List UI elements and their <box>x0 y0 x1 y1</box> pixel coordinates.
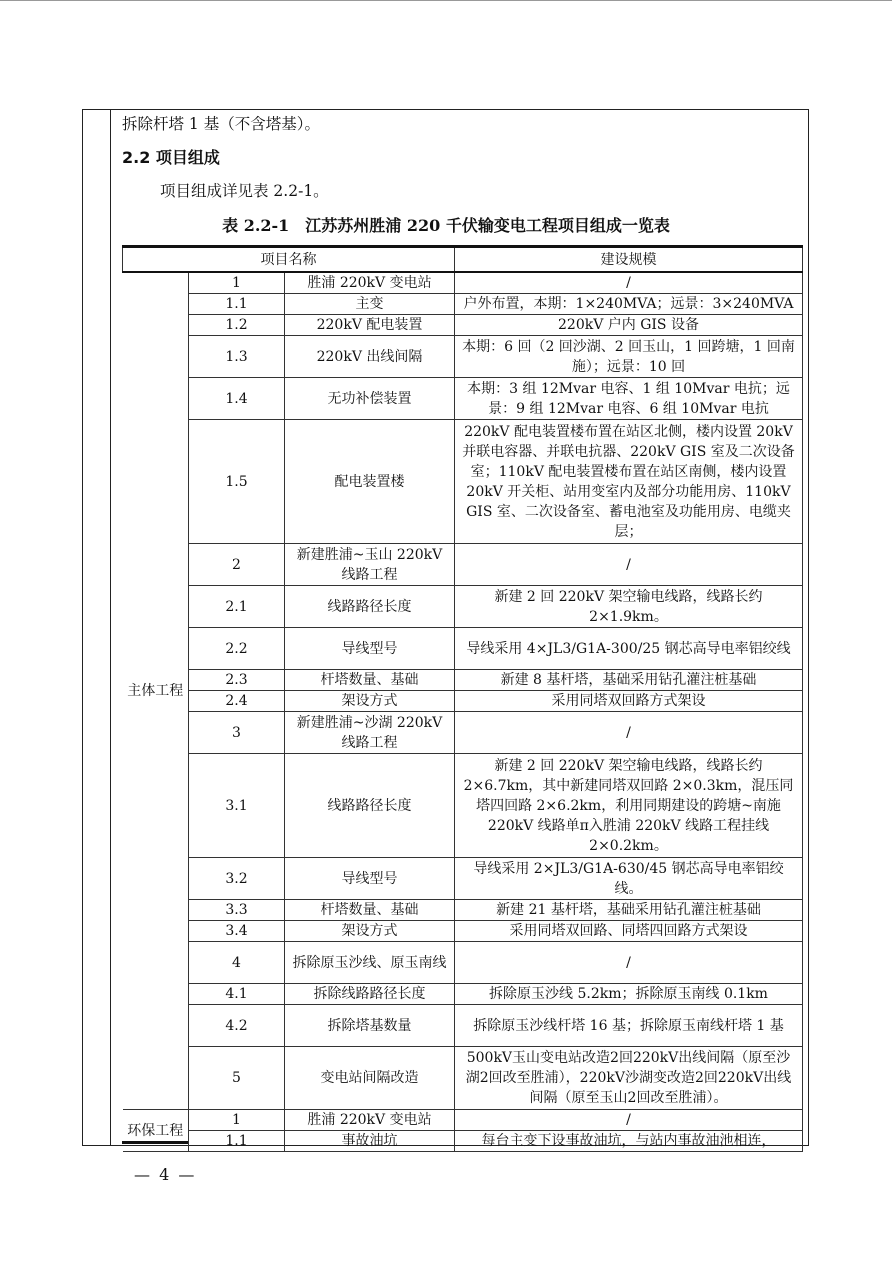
table-row <box>123 1110 803 1131</box>
table-row <box>123 378 803 420</box>
row-number: 3.2 <box>189 858 285 900</box>
row-name: 220kV 配电装置 <box>285 315 455 336</box>
row-scale: / <box>455 544 803 586</box>
row-number: 4 <box>189 942 285 984</box>
row-scale: 拆除原玉沙线 5.2km；拆除原玉南线 0.1km <box>455 984 803 1005</box>
table-row <box>123 420 803 544</box>
row-scale: 本期：6 回（2 回沙湖、2 回玉山，1 回跨塘，1 回南施）；远景：10 回 <box>455 336 803 378</box>
row-number: 1 <box>189 1110 285 1131</box>
row-scale: 每台主变下设事故油坑，与站内事故油池相连， <box>455 1131 803 1152</box>
row-number: 1.4 <box>189 378 285 420</box>
row-name: 胜浦 220kV 变电站 <box>285 272 455 294</box>
intro-line: 拆除杆塔 1 基（不含塔基）。 <box>122 115 320 133</box>
row-number: 1.3 <box>189 336 285 378</box>
table-row <box>123 628 803 670</box>
category-main: 主体工程 <box>123 272 189 1110</box>
row-name: 导线型号 <box>285 628 455 670</box>
table-row <box>123 670 803 691</box>
table-row <box>123 1131 803 1152</box>
table-row <box>123 1047 803 1110</box>
row-scale: 220kV 配电装置楼布置在站区北侧，楼内设置 20kV 并联电容器、并联电抗器、220kV GIS 室及二次设备室；110kV 配电装置楼布置在站区南侧，楼内设置 20kV 开关柜、站用变室内及部分功能用房、110kV GIS 室、二次设备室、蓄电池室及功能用房、电缆夹层； <box>455 420 803 544</box>
top-rule <box>0 0 892 1</box>
row-scale: / <box>455 272 803 294</box>
row-name: 新建胜浦~沙湖 220kV 线路工程 <box>285 712 455 754</box>
row-number: 5 <box>189 1047 285 1110</box>
row-number: 1.5 <box>189 420 285 544</box>
row-number: 3.1 <box>189 754 285 858</box>
table-row <box>123 544 803 586</box>
row-name: 事故油坑 <box>285 1131 455 1152</box>
row-scale: / <box>455 1110 803 1131</box>
row-name: 杆塔数量、基础 <box>285 670 455 691</box>
row-number: 3.4 <box>189 921 285 942</box>
row-name: 变电站间隔改造 <box>285 1047 455 1110</box>
table-row <box>123 1005 803 1047</box>
row-name: 胜浦 220kV 变电站 <box>285 1110 455 1131</box>
table-header-row <box>123 247 803 273</box>
row-scale: 导线采用 4×JL3/G1A-300/25 钢芯高导电率铝绞线 <box>455 628 803 670</box>
row-scale: 新建 2 回 220kV 架空输电线路，线路长约 2×6.7km，其中新建同塔双回路 2×0.3km，混压同塔四回路 2×6.2km，利用同期建设的跨塘~南施 220kV 线路单π入胜浦 220kV 线路工程挂线 2×0.2km。 <box>455 754 803 858</box>
row-number: 1.1 <box>189 294 285 315</box>
table-row <box>123 921 803 942</box>
row-scale: 新建 8 基杆塔，基础采用钻孔灌注桩基础 <box>455 670 803 691</box>
row-name: 线路路径长度 <box>285 754 455 858</box>
row-name: 拆除线路路径长度 <box>285 984 455 1005</box>
row-number: 1.2 <box>189 315 285 336</box>
table-row <box>123 942 803 984</box>
row-scale: 拆除原玉沙线杆塔 16 基；拆除原玉南线杆塔 1 基 <box>455 1005 803 1047</box>
row-scale: 220kV 户内 GIS 设备 <box>455 315 803 336</box>
row-name: 220kV 出线间隔 <box>285 336 455 378</box>
table-row <box>123 900 803 921</box>
row-scale: 新建 21 基杆塔，基础采用钻孔灌注桩基础 <box>455 900 803 921</box>
header-scale: 建设规模 <box>455 247 803 273</box>
row-number: 4.2 <box>189 1005 285 1047</box>
row-name: 架设方式 <box>285 691 455 712</box>
row-number: 2.4 <box>189 691 285 712</box>
table-row <box>123 315 803 336</box>
table-bottom-rule <box>122 1141 188 1144</box>
row-scale: 导线采用 2×JL3/G1A-630/45 钢芯高导电率铝绞线。 <box>455 858 803 900</box>
table-row <box>123 272 803 294</box>
row-name: 拆除塔基数量 <box>285 1005 455 1047</box>
row-scale: / <box>455 942 803 984</box>
row-name: 线路路径长度 <box>285 586 455 628</box>
row-scale: 500kV玉山变电站改造2回220kV出线间隔（原至沙湖2回改至胜浦），220kV沙湖变改造2回220kV出线间隔（原至玉山2回改至胜浦）。 <box>455 1047 803 1110</box>
row-number: 2.1 <box>189 586 285 628</box>
section-heading: 2.2 项目组成 <box>122 148 220 167</box>
row-name: 杆塔数量、基础 <box>285 900 455 921</box>
row-scale: 新建 2 回 220kV 架空输电线路，线路长约 2×1.9km。 <box>455 586 803 628</box>
row-number: 1 <box>189 272 285 294</box>
table-row <box>123 984 803 1005</box>
row-name: 无功补偿装置 <box>285 378 455 420</box>
header-project-name: 项目名称 <box>123 247 455 273</box>
row-scale: 采用同塔双回路方式架设 <box>455 691 803 712</box>
table-row <box>123 586 803 628</box>
row-number: 4.1 <box>189 984 285 1005</box>
row-name: 新建胜浦~玉山 220kV 线路工程 <box>285 544 455 586</box>
row-number: 2.2 <box>189 628 285 670</box>
table-row <box>123 294 803 315</box>
row-scale: 户外布置，本期：1×240MVA；远景：3×240MVA <box>455 294 803 315</box>
row-name: 配电装置楼 <box>285 420 455 544</box>
row-number: 2.3 <box>189 670 285 691</box>
table-row <box>123 858 803 900</box>
page-number: — 4 — <box>134 1165 197 1184</box>
row-number: 1.1 <box>189 1131 285 1152</box>
project-composition-table <box>122 245 803 1152</box>
row-scale: 本期：3 组 12Mvar 电容、1 组 10Mvar 电抗；远景：9 组 12Mvar 电容、6 组 10Mvar 电抗 <box>455 378 803 420</box>
row-scale: 采用同塔双回路、同塔四回路方式架设 <box>455 921 803 942</box>
table-row <box>123 336 803 378</box>
row-name: 拆除原玉沙线、原玉南线 <box>285 942 455 984</box>
category-env: 环保工程 <box>123 1110 189 1152</box>
row-number: 3 <box>189 712 285 754</box>
table-row <box>123 691 803 712</box>
frame-margin-line <box>110 109 111 1146</box>
table-row <box>123 712 803 754</box>
table-caption: 表 2.2-1 江苏苏州胜浦 220 千伏输变电工程项目组成一览表 <box>222 216 670 235</box>
row-name: 主变 <box>285 294 455 315</box>
row-number: 2 <box>189 544 285 586</box>
section-text: 项目组成详见表 2.2-1。 <box>160 182 329 200</box>
row-scale: / <box>455 712 803 754</box>
row-number: 3.3 <box>189 900 285 921</box>
row-name: 导线型号 <box>285 858 455 900</box>
row-name: 架设方式 <box>285 921 455 942</box>
table-row <box>123 754 803 858</box>
